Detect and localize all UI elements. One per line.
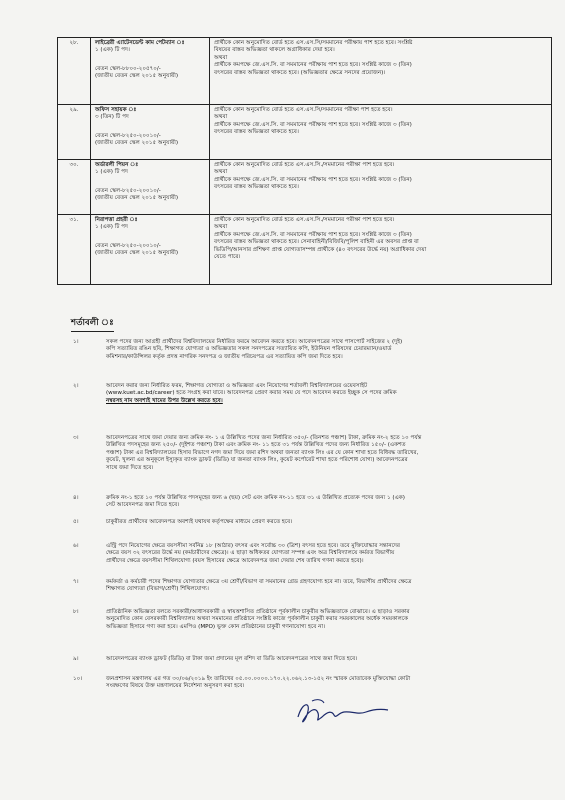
requirement-line: প্রার্থীকে কমপক্ষে জে.এস.সি. বা সমমানের পরীক্ষায় পাশ হতে হবে। সংশ্লিষ্ট কাজে ৩ (তিন) bbox=[214, 231, 412, 238]
post-name: অর্ডারলী পিয়ন ঃ bbox=[95, 162, 139, 168]
term-line: (www.kuet.ac.bd/career) হতে সংগ্রহ করা যাবে। আবেদনপত্র প্রেরণ করার সময় যে পদে আবেদন করতে ইচ্ছুক সে পদের ক্রমিক bbox=[106, 390, 397, 397]
term-text bbox=[106, 656, 550, 663]
post-name: লাইব্রেরী এ্যাটেনডেন্ট কাম পেটম্যান ঃ bbox=[95, 40, 185, 46]
term-line: প্রার্থীদের ক্ষেত্রে বয়সসীমা শিথিলযোগ্য (বয়স হিসাবের ক্ষেত্রে আবেদনপত্র জমা দেয়ার শেষ তারিখ গণনা করতে হবে)। bbox=[106, 557, 364, 564]
term-line: কমিশনার/কাউন্সিলর কর্তৃক প্রদত্ত নাগরিক সনদপত্র ও জাতীয় পরিচয়পত্র এর সত্যায়িত কপি জমা দিতে হবে। bbox=[106, 353, 343, 360]
term-number: ৪। bbox=[73, 495, 79, 501]
term-text bbox=[106, 519, 550, 526]
term-line: অভিজ্ঞতা হিসাবে গণ্য করা হবে। এমপিও (MPO) ভুক্ত কোন প্রতিষ্ঠানের চাকুরী গণনাযোগ্য হবে না। bbox=[106, 623, 326, 630]
term-number: ৫। bbox=[73, 519, 79, 525]
term-line: উল্লিখিত পদসমূহের জন্য ২৫০/- (দুইশত পঞ্চাশ) টাকা এবং ক্রমিক নং- ১১ হতে ৩১ পর্যন্ত উল্লিখিত পদের জন্য নির্ধারিত ১৫০/- (একশত bbox=[106, 442, 406, 449]
term-text bbox=[106, 676, 550, 691]
term-line: ক্রমিক নং-১ হতে ১০ পর্যন্ত উল্লিখিত পদসমূহের জন্য ৬ (ছয়) সেট এবং ক্রমিক নং-১১ হতে ৩১ এ উল্লিখিত প্রত্যেক পদের জন্য ১ (এক) bbox=[106, 495, 405, 501]
post-national-scale: (জাতীয় বেতন স্কেল ২০১৫ অনুযায়ী) bbox=[95, 73, 179, 80]
term-number: ৯। bbox=[73, 656, 79, 662]
requirement-line: অথবা bbox=[214, 54, 228, 61]
term-line: কপি সত্যায়িত রঙিন ছবি, শিক্ষাগত যোগ্যতা ও অভিজ্ঞতার সকল সনদপত্রের সত্যায়িত কপি, ইউনিয়ন পরিষদের চেয়ারম্যান/ওয়ার্ড bbox=[106, 346, 392, 353]
term-line: শিক্ষাগত যোগ্যতা (বিভাগ/শ্রেণী) শিথিলযোগ্য। bbox=[106, 586, 209, 593]
post-requirements bbox=[210, 38, 552, 105]
post-requirements bbox=[210, 105, 552, 160]
post-pay-scale: বেতন স্কেল-৮২৫০-২০০১০/- bbox=[95, 132, 161, 139]
term-number: ১০। bbox=[73, 676, 83, 682]
term-number: ১। bbox=[73, 339, 79, 345]
term-text bbox=[106, 495, 550, 510]
post-count: ৩ (তিন) টি পদ bbox=[95, 114, 129, 121]
requirement-line: বৎসরের বাস্তব অভিজ্ঞতা থাকতে হবে। bbox=[214, 184, 299, 191]
post-serial: ২৮. bbox=[58, 38, 91, 105]
post-info bbox=[91, 160, 210, 215]
post-requirements bbox=[210, 215, 552, 285]
term-line: আবেদনপত্রের সাথে জমা দেয়ার জন্য ক্রমিক নং- ১ এ উল্লিখিত পদের জন্য নির্ধারিত ৩৫০/- (তিনশত পঞ্চাশ) টাকা, ক্রমিক নং-২ হতে ১০ পর্যন্ত bbox=[106, 435, 422, 441]
term-line: সংরক্ষণের বিষয়ে উক্ত মন্ত্রণালয়ের নির্দেশনা অনুসরণ করা হবে। bbox=[106, 683, 245, 690]
post-count: ১ (এক) টি পদ। bbox=[95, 47, 130, 54]
post-info bbox=[91, 38, 210, 105]
term-text bbox=[106, 579, 550, 594]
term-line: সাথে জমা দিতে হবে। bbox=[106, 464, 154, 471]
requirement-line: প্রার্থীকে কোন অনুমোদিত বোর্ড হতে এস.এস.সি./সমমানের পরীক্ষা পাশ হতে হবে। bbox=[214, 217, 395, 223]
term-line: কুয়েট, খুলনা এর অনুকূলে ইস্যুকৃত ব্যাংক ড্রাফট (ডিডি) যা জনতা ব্যাংক লিঃ, কুয়েট কর্পোরেট শাখা হতে পরিশোধ যোগ্য) আবেদনপত্রের bbox=[106, 457, 408, 464]
term-number: ৭। bbox=[73, 579, 79, 585]
post-row bbox=[58, 160, 552, 215]
post-pay-scale: বেতন স্কেল-৮২৫০-২০০১০/- bbox=[95, 187, 161, 194]
post-row bbox=[58, 215, 552, 285]
term-number: ২। bbox=[73, 383, 79, 389]
post-info bbox=[91, 105, 210, 160]
post-pay-scale: বেতন স্কেল-৮২৫০-২০০১০/- bbox=[95, 242, 161, 249]
post-serial: ৩০. bbox=[58, 160, 91, 215]
post-national-scale: (জাতীয় বেতন স্কেল ২০১৫ অনুযায়ী) bbox=[95, 140, 179, 147]
terms-heading: শর্তাবলী ঃ bbox=[71, 316, 114, 332]
term-text bbox=[106, 339, 550, 361]
term-line: অনুমোদিত কোন বেসরকারী বিশ্ববিদ্যালয় অথবা সমমানের প্রতিষ্ঠানে সংশ্লিষ্ট কাজে পূর্বকালীন চাকুরী করার সময়কালের অর্ধেক সময়কালকে bbox=[106, 616, 408, 623]
term-line: চাকুরীরত প্রার্থীদের আবেদনপত্র অবশ্যই যথাযথ কর্তৃপক্ষের মাধ্যমে প্রেরণ করতে হবে। bbox=[106, 519, 293, 525]
post-national-scale: (জাতীয় বেতন স্কেল ২০১৫ অনুযায়ী) bbox=[95, 250, 179, 257]
post-row bbox=[58, 38, 552, 105]
term-text bbox=[106, 543, 550, 565]
requirement-line: ভিডিপি/আনসার প্রশিক্ষণ প্রাপ্ত যোগ্যতাসম্পন্ন প্রার্থীকে (৪০ বৎসরের উর্দ্ধে নয়) অগ্রাধিকার দেয়া bbox=[214, 246, 427, 253]
term-line: পঞ্চাশ) টাকা এর বিশ্ববিদ্যালয়ের হিসাব বিভাগে নগদ জমা দিয়ে জমা রশিদ অথবা জনতা ব্যাংক লিঃ এর যে কোন শাখা হতে বিধিবদ্ধ তারিখের, bbox=[106, 449, 419, 456]
term-line: আবেদন করার জন্য নির্ধারিত ফরম, শিক্ষাগত যোগ্যতা ও অভিজ্ঞতা এবং নিয়োগের শর্তাবলী বিশ্ববিদ্যালয়ের ওয়েবসাইট bbox=[106, 383, 368, 389]
requirement-line: বৎসরের বাস্তব অভিজ্ঞতা থাকতে হবে। (অভিজ্ঞতার ক্ষেত্রে সনদের প্রয়োজন)। bbox=[214, 69, 386, 76]
post-count: ১ (এক) টি পদ bbox=[95, 224, 128, 231]
term-line: সকল পদের জন্য আগ্রহী প্রার্থীদের বিশ্ববিদ্যালয়ের নির্ধারিত ফরমে আবেদন করতে হবে। আবেদনপত্রের সাথে পাসপোর্ট সাইজের ২ (দুই) bbox=[106, 339, 403, 345]
signature bbox=[292, 697, 392, 729]
requirement-line: অথবা bbox=[214, 169, 228, 176]
term-text bbox=[106, 383, 550, 405]
post-name: অফিস সহায়ক ঃ bbox=[95, 107, 137, 113]
requirement-line: বৎসরের বাস্তব অভিজ্ঞতা থাকতে হবে। সেনাবাহিনী/বিজিবি/পুলিশ বাহিনী এর অবসর প্রাপ্ত বা bbox=[214, 239, 419, 246]
term-line: কর্মকর্তা ও কর্মচারী পদের শিক্ষাগত যোগ্যতার ক্ষেত্রে ৩য় শ্রেণী/বিভাগ বা সমমানের গ্রেড গ্রহণযোগ্য হবে না। তবে, বিভাগীয় প্রার্থীদের ক্ষেত্রে bbox=[106, 579, 412, 585]
term-line: নম্বরসহ নাম অবশ্যই খামের উপর উল্লেখ করতে হবে। bbox=[106, 397, 223, 404]
term-line: সেট আবেদনপত্র জমা দিতে হবে। bbox=[106, 502, 180, 509]
post-serial: ৩১. bbox=[58, 215, 91, 285]
posts-table-body bbox=[58, 38, 552, 285]
term-line: ক্ষেত্রে বয়স ৩২ বৎসরের উর্দ্ধে নয় (কর্মচারীদের ক্ষেত্রে)। এ ছাড়া অধিকতর যোগ্যতা সম্পন্ন এবং অত্র বিশ্ববিদ্যালয়ে কর্মরত বিভাগীয় bbox=[106, 550, 395, 557]
post-serial: ২৯. bbox=[58, 105, 91, 160]
term-number: ৬। bbox=[73, 543, 79, 549]
requirement-line: প্রার্থীকে কোন অনুমোদিত বোর্ড হতে এস.এস.সি/সমমানের পরীক্ষায় পাশ হতে হবে। সংশ্লিষ্ট bbox=[214, 40, 413, 46]
requirement-line: প্রার্থীকে কমপক্ষে জে.এস.সি. বা সমমানের পরীক্ষায় পাশ হতে হবে। সংশ্লিষ্ট কাজে ৩ (তিন) bbox=[214, 176, 412, 183]
term-line: প্রাতিষ্ঠানিক অভিজ্ঞতা বলতে সরকারী/আধাসরকারী ও স্বায়ত্তশাসিত প্রতিষ্ঠানে পূর্বকালীন চাকুরীর অভিজ্ঞতাকে বোঝাবে। এ ছাড়াও সরকার bbox=[106, 609, 410, 615]
term-number: ৮। bbox=[73, 609, 79, 615]
requirement-line: প্রার্থীকে কোন অনুমোদিত বোর্ড হতে এস.এস.সি/সমমানের পরীক্ষা পাশ হতে হবে। bbox=[214, 107, 393, 113]
term-line: জনপ্রশাসন মন্ত্রণালয় এর গত ৩০/০৬/২০১৯ ইং তারিখের ০৫.০০.০০০০.১৭০.২২.০৬২.১৩-১৫২ নং স্মারক মোতাবেক মুক্তিযোদ্ধা কোটা bbox=[106, 676, 411, 682]
term-line: আবেদনপত্রের ব্যাংক ড্রাফট (ডিডি) বা টাকা জমা প্রদানের মূল রশিদ বা ডিডি আবেদনপত্রের সাথে জমা দিতে হবে। bbox=[106, 656, 358, 662]
post-row bbox=[58, 105, 552, 160]
requirement-line: বিষয়ের বাস্তব অভিজ্ঞতা থাকলে অগ্রাধিকার দেয়া হবে। bbox=[214, 47, 335, 54]
requirement-line: অথবা bbox=[214, 224, 228, 231]
requirement-line: যেতে পারে। bbox=[214, 254, 241, 261]
post-info bbox=[91, 215, 210, 285]
requirement-line: প্রার্থীকে কমপক্ষে জে.এস.সি. বা সমমানের পরীক্ষায় পাশ হতে হবে। সংশ্লিষ্ট কাজে ৩ (তিন) bbox=[214, 62, 412, 69]
posts-table bbox=[57, 37, 552, 285]
term-text bbox=[106, 609, 550, 631]
requirement-line: প্রার্থীকে কমপক্ষে জে.এস.সি. বা সমমানের পরীক্ষায় পাশ হতে হবে। সংশ্লিষ্ট কাজে ৩ (তিন) bbox=[214, 121, 412, 128]
term-line: এন্ট্রি পদে নিয়োগের ক্ষেত্রে বয়সসীমা সর্বনিম্ন ১৮ (আঠার) বৎসর এবং সর্বোচ্চ ৩০ (ত্রিশ) বৎসর হতে হবে। তবে মুক্তিযোদ্ধার সন্তানদের bbox=[106, 543, 401, 549]
post-name: নিরাপত্তা প্রহরী ঃ bbox=[95, 217, 138, 223]
requirement-line: প্রার্থীকে কোন অনুমোদিত বোর্ড হতে এস.এস.সি./সমমানের পরীক্ষা পাশ হতে হবে। bbox=[214, 162, 395, 168]
post-national-scale: (জাতীয় বেতন স্কেল ২০১৫ অনুযায়ী) bbox=[95, 195, 179, 202]
term-number: ৩। bbox=[73, 435, 79, 441]
post-count: ১ (এক) টি পদ bbox=[95, 169, 128, 176]
requirement-line: বৎসরের বাস্তব অভিজ্ঞতা থাকতে হবে। bbox=[214, 129, 299, 136]
post-pay-scale: বেতন স্কেল-৮৮০০-২০৫৭০/- bbox=[95, 65, 161, 72]
term-text bbox=[106, 435, 550, 472]
requirement-line: অথবা bbox=[214, 114, 228, 121]
post-requirements bbox=[210, 160, 552, 215]
